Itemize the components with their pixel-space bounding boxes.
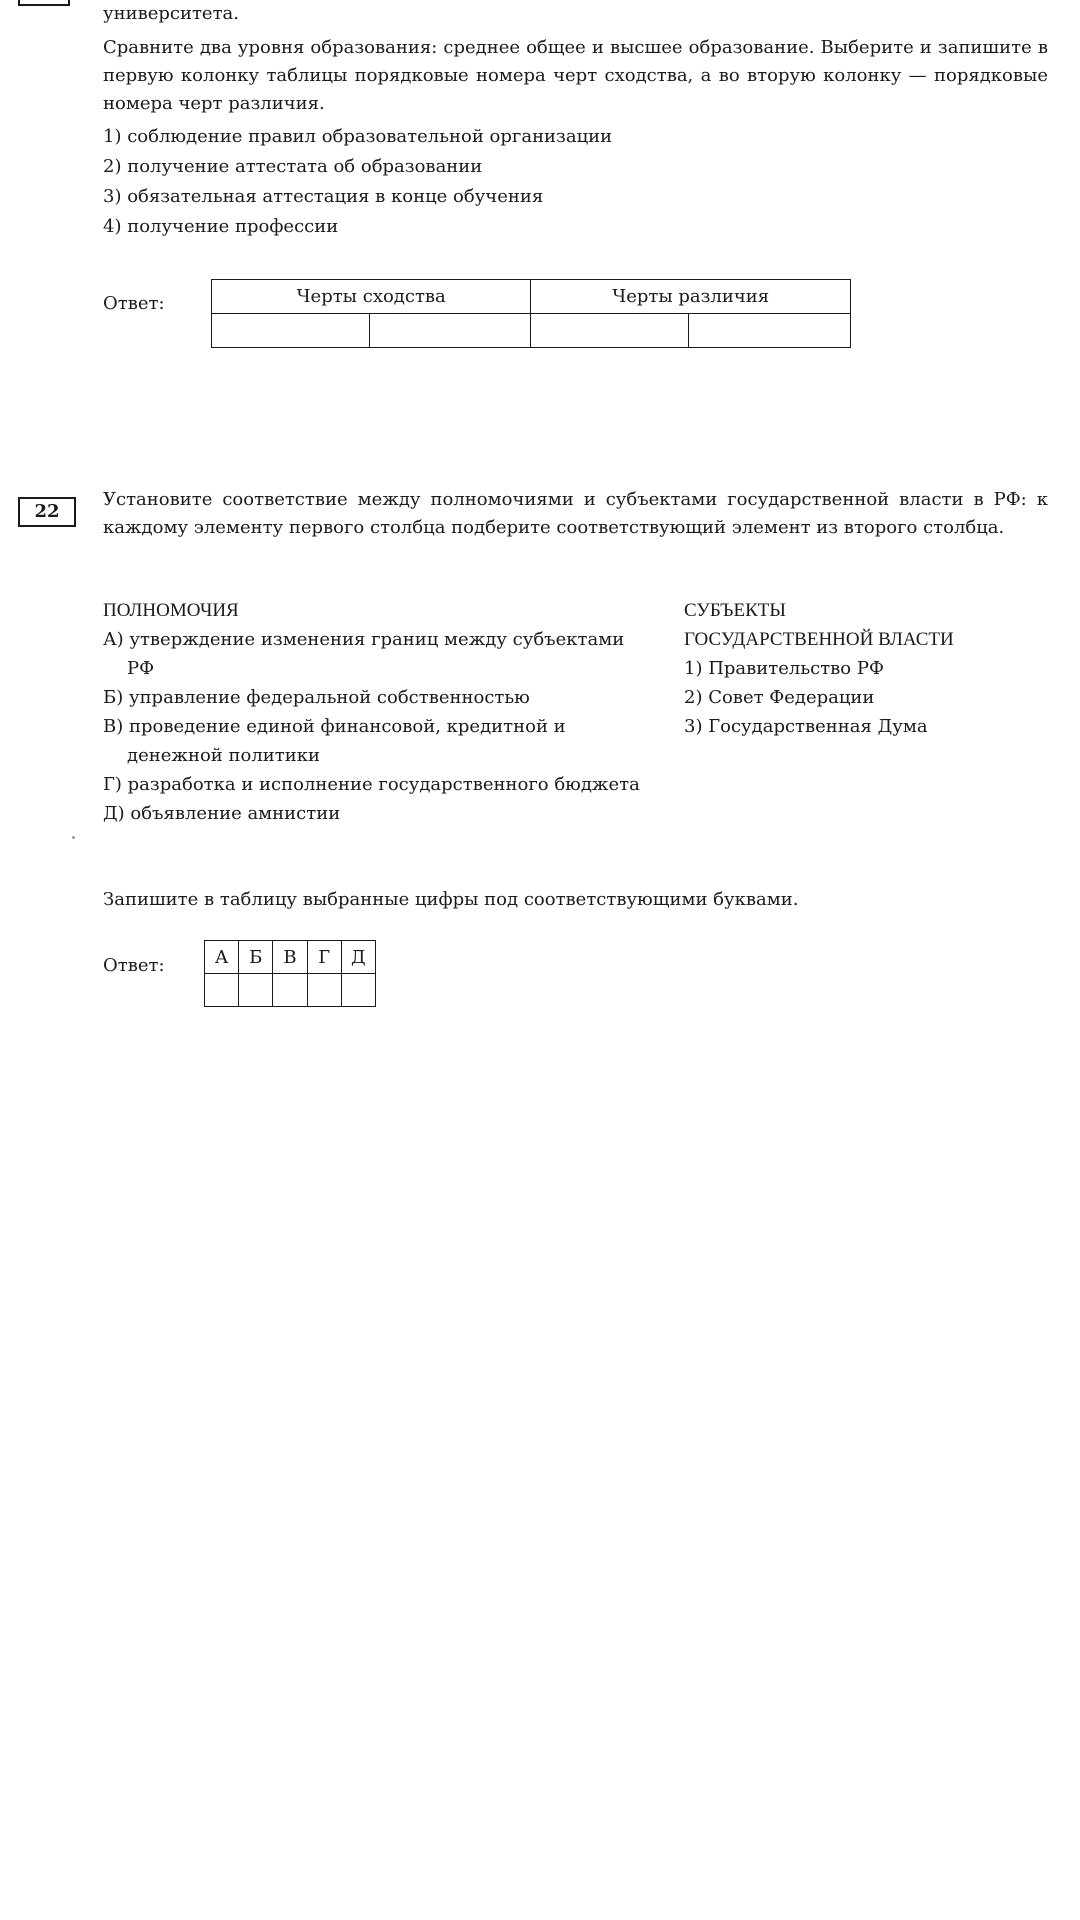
q22-answer-table bbox=[204, 940, 376, 1007]
prev-question-number-box bbox=[18, 0, 70, 6]
q21-answer-cell-1[interactable] bbox=[212, 314, 370, 348]
q22-task-text: Установите соответствие между полномочиями и субъектами государственной власти в РФ: к каждому элементу первого столбца подберите соответствующий элемент из второго столбца. bbox=[103, 489, 1048, 538]
q21-option-3: 3) обязательная аттестация в конце обучения bbox=[103, 186, 544, 207]
q22-power-a: А) утверждение изменения границ между субъектами РФ bbox=[103, 629, 625, 679]
q22-instruction: Запишите в таблицу выбранные цифры под соответствующими буквами. bbox=[103, 889, 799, 910]
scan-speck bbox=[72, 836, 75, 839]
q21-option-4: 4) получение профессии bbox=[103, 216, 339, 237]
q21-option-1: 1) соблюдение правил образовательной организации bbox=[103, 126, 613, 147]
q21-task-text: Сравните два уровня образования: среднее общее и высшее образование. Выберите и запишите в первую колонку таблицы порядковые номера черт сходства, а во вторую колонку — порядковые номера черт различия. bbox=[103, 37, 1048, 114]
q21-header-differences: Черты различия bbox=[531, 280, 851, 314]
q22-number-box: 22 bbox=[18, 497, 76, 527]
q22-answer-cell-d[interactable] bbox=[341, 974, 375, 1007]
q22-subject-1: 1) Правительство РФ bbox=[684, 658, 884, 679]
q21-intro-tail: университета. bbox=[103, 3, 239, 24]
q22-subjects-column bbox=[684, 596, 1054, 741]
q21-answer-cell-3[interactable] bbox=[531, 314, 689, 348]
q22-subjects-heading-1: СУБЪЕКТЫ bbox=[684, 600, 786, 621]
q22-subject-3: 3) Государственная Дума bbox=[684, 716, 928, 737]
q22-power-g: Г) разработка и исполнение государственного бюджета bbox=[103, 774, 640, 795]
q22-letter-b: Б bbox=[239, 941, 273, 974]
q22-power-b: Б) управление федеральной собственностью bbox=[103, 687, 530, 708]
q22-letter-v: В bbox=[273, 941, 307, 974]
q21-option-2: 2) получение аттестата об образовании bbox=[103, 156, 483, 177]
q21-header-similarities: Черты сходства bbox=[212, 280, 531, 314]
q21-answer-table bbox=[211, 279, 851, 348]
q22-subject-2: 2) Совет Федерации bbox=[684, 687, 875, 708]
q22-answer-cell-a[interactable] bbox=[205, 974, 239, 1007]
q22-letter-g: Г bbox=[307, 941, 341, 974]
q22-letter-d: Д bbox=[341, 941, 375, 974]
q22-power-d: Д) объявление амнистии bbox=[103, 803, 341, 824]
q21-answer-cell-2[interactable] bbox=[369, 314, 531, 348]
q22-letter-a: А bbox=[205, 941, 239, 974]
q22-answer-cell-g[interactable] bbox=[307, 974, 341, 1007]
q21-answer-label: Ответ: bbox=[103, 293, 165, 314]
q21-answer-cell-4[interactable] bbox=[689, 314, 851, 348]
q22-answer-label: Ответ: bbox=[103, 955, 165, 976]
q21-block bbox=[103, 0, 1048, 242]
q22-powers-column bbox=[103, 596, 643, 828]
q22-answer-cell-v[interactable] bbox=[273, 974, 307, 1007]
q22-powers-heading: ПОЛНОМОЧИЯ bbox=[103, 600, 239, 621]
q22-answer-cell-b[interactable] bbox=[239, 974, 273, 1007]
q21-options-list bbox=[103, 122, 1048, 242]
q22-power-v: В) проведение единой финансовой, кредитной и денежной политики bbox=[103, 716, 566, 766]
q22-subjects-heading-2: ГОСУДАРСТВЕННОЙ ВЛАСТИ bbox=[684, 629, 954, 650]
